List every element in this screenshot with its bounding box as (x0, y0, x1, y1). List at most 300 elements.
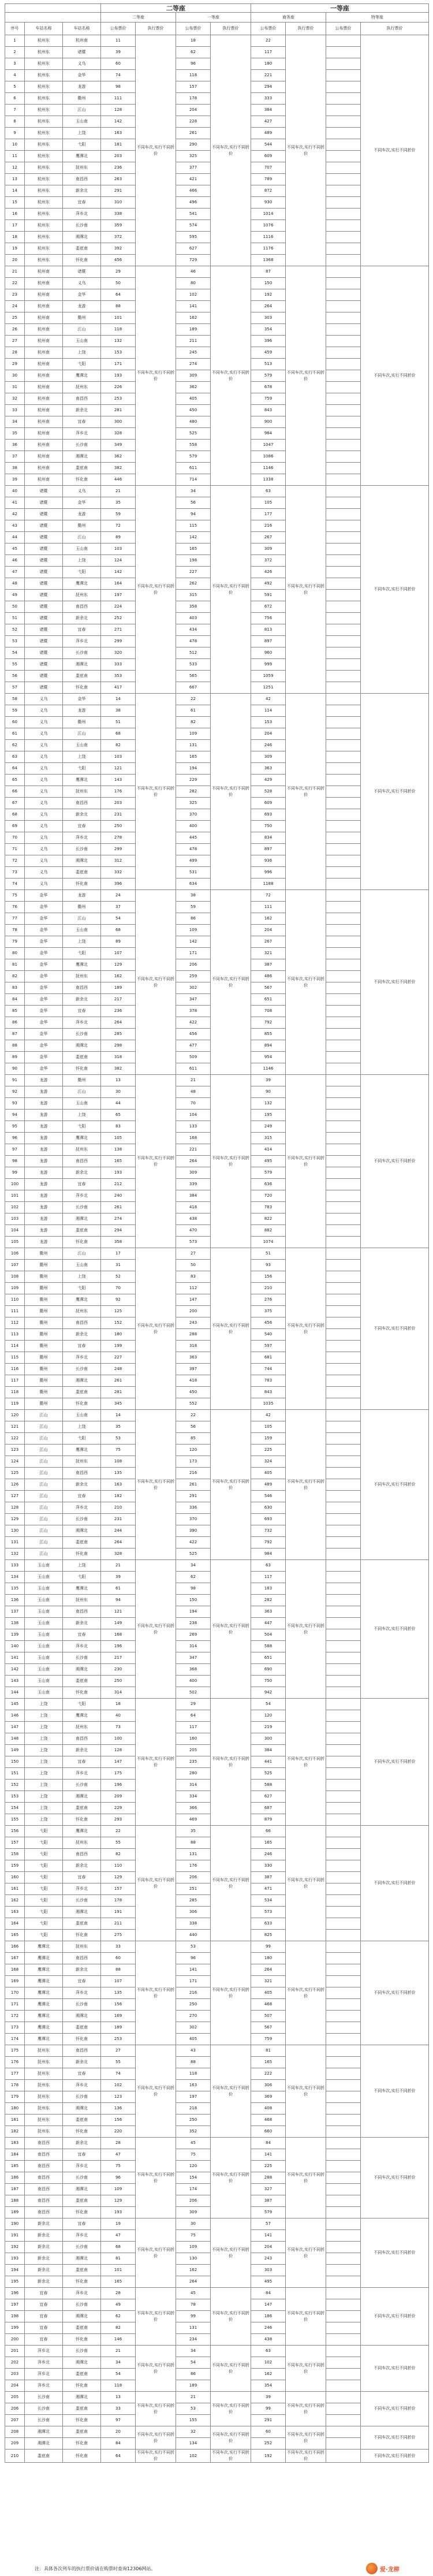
published-1st: 611 (176, 463, 211, 474)
published-2nd: 22 (101, 1826, 136, 1837)
row-index: 196 (5, 2288, 25, 2299)
published-2nd: 14 (101, 694, 136, 705)
row-index: 91 (5, 1075, 25, 1086)
published-business: 141 (251, 2230, 286, 2242)
from-station: 湘潭北 (25, 2438, 63, 2450)
published-2nd: 75 (101, 1445, 136, 1456)
row-index: 151 (5, 1768, 25, 1780)
from-station: 义乌 (25, 809, 63, 821)
published-2nd: 382 (101, 1063, 136, 1075)
row-index: 81 (5, 959, 25, 971)
actual-premium-note: 不同车次,实行不同折价 (361, 1410, 429, 1560)
published-business: 534 (251, 1895, 286, 1907)
published-1st: 53 (176, 2403, 211, 2415)
from-station: 上饶 (25, 1756, 63, 1768)
published-2nd: 31 (101, 1260, 136, 1271)
published-business: 783 (251, 1202, 286, 1213)
row-index: 66 (5, 786, 25, 798)
published-business: 996 (251, 867, 286, 878)
to-station: 玉山南 (63, 336, 101, 347)
from-station: 杭州东 (25, 232, 63, 243)
published-business: 1146 (251, 463, 286, 474)
to-station: 鹰潭北 (63, 1583, 101, 1595)
published-business: 66 (251, 1826, 286, 1837)
published-business: 63 (251, 2346, 286, 2357)
published-premium (326, 255, 361, 266)
published-premium (326, 2022, 361, 2034)
to-station: 鹰潭北 (63, 578, 101, 590)
published-1st: 470 (176, 1225, 211, 1237)
published-business: 180 (251, 58, 286, 70)
row-index: 136 (5, 1595, 25, 1606)
actual-2nd-note: 不同车次,实行不同折价 (136, 2392, 176, 2426)
published-premium (326, 2138, 361, 2149)
published-business: 354 (251, 2380, 286, 2392)
to-station: 新余北 (63, 809, 101, 821)
published-business: 51 (251, 1248, 286, 1260)
published-premium (326, 2253, 361, 2265)
published-business: 427 (251, 116, 286, 128)
from-station: 龙游 (25, 1237, 63, 1248)
from-station: 杭州东 (25, 209, 63, 220)
published-1st: 336 (176, 1502, 211, 1514)
to-station: 弋阳 (63, 1283, 101, 1294)
from-station: 抚州东 (25, 2115, 63, 2126)
from-station: 杭州南 (25, 416, 63, 428)
published-premium (326, 590, 361, 601)
to-station: 南昌西 (63, 2045, 101, 2057)
published-premium (326, 1803, 361, 1814)
published-2nd: 40 (101, 1710, 136, 1722)
from-station: 新余北 (25, 2230, 63, 2242)
published-business: 117 (251, 1572, 286, 1583)
published-2nd: 294 (101, 1225, 136, 1237)
published-business: 459 (251, 347, 286, 359)
from-station: 诸暨 (25, 578, 63, 590)
to-station: 南昌西 (63, 1953, 101, 1964)
published-business: 405 (251, 1987, 286, 1999)
to-station: 宜春 (63, 2149, 101, 2161)
from-station: 杭州南 (25, 312, 63, 324)
published-2nd: 236 (101, 162, 136, 174)
actual-1st-note: 不同车次,实行不同折价 (211, 486, 251, 694)
published-2nd: 39 (101, 1572, 136, 1583)
published-1st: 315 (176, 590, 211, 601)
published-business: 204 (251, 2242, 286, 2253)
to-station: 湘潭北 (63, 1375, 101, 1387)
row-index: 122 (5, 1433, 25, 1445)
published-business: 22 (251, 35, 286, 47)
from-station: 金华 (25, 890, 63, 902)
published-premium (326, 474, 361, 486)
published-premium (326, 1999, 361, 2011)
row-index: 11 (5, 151, 25, 162)
from-station: 江山 (25, 1456, 63, 1468)
row-index: 172 (5, 2011, 25, 2022)
actual-2nd-note: 不同车次,实行不同折价 (136, 1248, 176, 1410)
row-index: 150 (5, 1756, 25, 1768)
from-station: 新余北 (25, 2218, 63, 2230)
fare-table (5, 3, 429, 2463)
published-2nd: 250 (101, 821, 136, 832)
column-header-row (5, 23, 429, 35)
published-2nd: 274 (101, 1213, 136, 1225)
published-2nd: 396 (101, 878, 136, 890)
to-station: 抚州东 (63, 1941, 101, 1953)
actual-1st-note: 不同车次,实行不同折价 (211, 2346, 251, 2392)
published-business: 291 (251, 2415, 286, 2426)
from-station: 衢州 (25, 1329, 63, 1341)
actual-business-note: 不同车次,实行不同折价 (286, 1941, 326, 2045)
actual-1st-note: 不同车次,实行不同折价 (211, 2288, 251, 2346)
published-2nd: 153 (101, 347, 136, 359)
published-premium (326, 151, 361, 162)
published-premium (326, 1826, 361, 1837)
published-1st: 227 (176, 567, 211, 578)
from-station: 杭州东 (25, 128, 63, 139)
published-business: 99 (251, 1941, 286, 1953)
from-station: 弋阳 (25, 1849, 63, 1860)
to-station: 湘潭北 (63, 2184, 101, 2195)
published-business: 1176 (251, 243, 286, 255)
row-index: 193 (5, 2253, 25, 2265)
published-business: 822 (251, 1213, 286, 1225)
published-1st: 290 (176, 139, 211, 151)
published-1st: 112 (176, 1283, 211, 1294)
from-station: 江山 (25, 1421, 63, 1433)
published-2nd: 60 (101, 1953, 136, 1964)
published-1st: 418 (176, 1202, 211, 1213)
published-2nd: 98 (101, 81, 136, 93)
published-1st: 86 (176, 2369, 211, 2380)
published-2nd: 271 (101, 624, 136, 636)
published-business: 567 (251, 982, 286, 994)
to-station: 湘潭北 (63, 451, 101, 463)
published-premium (326, 1895, 361, 1907)
row-index: 186 (5, 2172, 25, 2184)
published-business: 579 (251, 370, 286, 382)
published-business: 81 (251, 2045, 286, 2057)
published-business: 102 (251, 2357, 286, 2369)
published-business: 414 (251, 1144, 286, 1156)
published-premium (326, 936, 361, 948)
published-2nd: 417 (101, 682, 136, 694)
to-station: 长沙南 (63, 844, 101, 855)
published-business: 162 (251, 2369, 286, 2380)
published-premium (326, 2115, 361, 2126)
published-2nd: 275 (101, 1930, 136, 1941)
row-index: 209 (5, 2438, 25, 2450)
published-2nd: 312 (101, 855, 136, 867)
to-station: 宜春 (63, 1629, 101, 1641)
published-premium (326, 1306, 361, 1317)
row-index: 21 (5, 266, 25, 278)
to-station: 湘潭北 (63, 1040, 101, 1052)
published-2nd: 47 (101, 2230, 136, 2242)
row-index: 133 (5, 1560, 25, 1572)
published-business: 759 (251, 2034, 286, 2045)
row-index: 1 (5, 35, 25, 47)
actual-premium-note: 不同车次,实行不同折价 (361, 266, 429, 486)
row-index: 149 (5, 1745, 25, 1756)
published-1st: 109 (176, 925, 211, 936)
from-station: 玉山南 (25, 1676, 63, 1687)
published-1st: 163 (176, 2080, 211, 2091)
actual-business-note: 不同车次,实行不同折价 (286, 1248, 326, 1410)
row-index: 5 (5, 81, 25, 93)
published-business: 900 (251, 416, 286, 428)
published-1st: 142 (176, 532, 211, 544)
to-station: 怀化南 (63, 1398, 101, 1410)
actual-business-note: 不同车次,实行不同折价 (286, 890, 326, 1075)
published-premium (326, 486, 361, 497)
published-1st: 205 (176, 1745, 211, 1756)
published-premium (326, 2161, 361, 2172)
published-premium (326, 2230, 361, 2242)
published-2nd: 128 (101, 105, 136, 116)
published-premium (326, 174, 361, 185)
published-2nd: 196 (101, 1780, 136, 1791)
published-premium (326, 232, 361, 243)
to-station: 长沙南 (63, 1895, 101, 1907)
published-business: 429 (251, 775, 286, 786)
published-premium (326, 139, 361, 151)
from-station: 龙游 (25, 1225, 63, 1237)
published-premium (326, 1364, 361, 1375)
published-business: 1035 (251, 1398, 286, 1410)
published-business: 681 (251, 1352, 286, 1364)
published-premium (326, 671, 361, 682)
header-index: 序号 (5, 23, 25, 35)
row-index: 165 (5, 1930, 25, 1941)
row-index: 34 (5, 416, 25, 428)
published-premium (326, 451, 361, 463)
published-1st: 150 (176, 1595, 211, 1606)
published-business: 63 (251, 1560, 286, 1572)
to-station: 龙游 (63, 705, 101, 717)
published-1st: 165 (176, 544, 211, 555)
published-business: 105 (251, 497, 286, 509)
published-1st: 34 (176, 486, 211, 497)
published-2nd: 191 (101, 1907, 136, 1918)
published-business: 588 (251, 1780, 286, 1791)
published-2nd: 181 (101, 139, 136, 151)
actual-1st-note: 不同车次,实行不同折价 (211, 2426, 251, 2450)
row-index: 20 (5, 255, 25, 266)
published-premium (326, 959, 361, 971)
to-station: 抚州东 (63, 1722, 101, 1733)
from-station: 鹰潭北 (25, 1964, 63, 1976)
published-2nd: 118 (101, 324, 136, 336)
published-premium (326, 35, 361, 47)
published-2nd: 37 (101, 902, 136, 913)
to-station: 萍乡北 (63, 428, 101, 440)
row-index: 55 (5, 659, 25, 671)
published-1st: 53 (176, 1941, 211, 1953)
table-row (5, 2392, 429, 2403)
published-1st: 206 (176, 959, 211, 971)
published-1st: 450 (176, 1387, 211, 1398)
published-business: 249 (251, 1121, 286, 1133)
published-2nd: 156 (101, 1999, 136, 2011)
published-business: 177 (251, 509, 286, 520)
published-1st: 478 (176, 636, 211, 647)
published-business: 363 (251, 1606, 286, 1618)
from-station: 诸暨 (25, 624, 63, 636)
published-1st: 502 (176, 1687, 211, 1699)
published-premium (326, 1537, 361, 1548)
published-business: 225 (251, 1445, 286, 1456)
to-station: 南昌西 (63, 1606, 101, 1618)
actual-2nd-note: 不同车次,实行不同折价 (136, 2450, 176, 2463)
to-station: 南昌西 (63, 982, 101, 994)
published-premium (326, 1964, 361, 1976)
published-premium (326, 382, 361, 393)
row-index: 146 (5, 1710, 25, 1722)
from-station: 义乌 (25, 751, 63, 763)
to-station: 娄底南 (63, 2195, 101, 2207)
published-2nd: 73 (101, 1722, 136, 1733)
from-station: 抚州东 (25, 2091, 63, 2103)
from-station: 弋阳 (25, 1837, 63, 1849)
row-index: 159 (5, 1860, 25, 1872)
from-station: 衢州 (25, 1271, 63, 1283)
published-premium (326, 278, 361, 289)
published-premium (326, 867, 361, 878)
published-business: 405 (251, 1468, 286, 1479)
published-1st: 155 (176, 2415, 211, 2426)
published-premium (326, 1260, 361, 1271)
published-premium (326, 567, 361, 578)
published-premium (326, 1248, 361, 1260)
published-2nd: 240 (101, 1190, 136, 1202)
row-index: 179 (5, 2091, 25, 2103)
published-business: 42 (251, 694, 286, 705)
published-1st: 118 (176, 2068, 211, 2080)
published-premium (326, 405, 361, 416)
published-1st: 445 (176, 832, 211, 844)
from-station: 义乌 (25, 855, 63, 867)
published-premium (326, 359, 361, 370)
to-station: 怀化南 (63, 1063, 101, 1075)
published-business: 183 (251, 1583, 286, 1595)
from-station: 上饶 (25, 1791, 63, 1803)
published-business: 153 (251, 717, 286, 728)
from-station: 娄底南 (25, 2450, 63, 2463)
to-station: 长沙南 (63, 1780, 101, 1791)
published-premium (326, 1237, 361, 1248)
from-station: 衢州 (25, 1306, 63, 1317)
published-2nd: 72 (101, 520, 136, 532)
published-2nd: 199 (101, 1341, 136, 1352)
published-premium (326, 809, 361, 821)
published-1st: 611 (176, 1063, 211, 1075)
fare-table-body (5, 4, 429, 2463)
actual-premium-note: 不同车次,实行不同折价 (361, 2138, 429, 2218)
published-business: 495 (251, 2276, 286, 2288)
to-station: 萍乡北 (63, 1641, 101, 1652)
published-business: 105 (251, 1421, 286, 1433)
row-index: 202 (5, 2357, 25, 2369)
published-2nd: 332 (101, 867, 136, 878)
to-station: 鹰潭北 (63, 1710, 101, 1722)
published-1st: 280 (176, 1768, 211, 1780)
row-index: 32 (5, 393, 25, 405)
row-index: 110 (5, 1294, 25, 1306)
actual-business-note: 不同车次,实行不同折价 (286, 2392, 326, 2426)
published-2nd: 230 (101, 1664, 136, 1676)
published-1st: 34 (176, 1560, 211, 1572)
published-2nd: 320 (101, 647, 136, 659)
published-1st: 318 (176, 1341, 211, 1352)
published-1st: 141 (176, 301, 211, 312)
footnote: 注：具体各次列车的执行票价请在购票时查询12306网站。 (35, 2566, 156, 2571)
published-1st: 565 (176, 671, 211, 682)
published-2nd: 107 (101, 1976, 136, 1987)
published-premium (326, 2311, 361, 2322)
to-station: 抚州东 (63, 971, 101, 982)
published-2nd: 110 (101, 1860, 136, 1872)
to-station: 衢州 (63, 312, 101, 324)
published-premium (326, 1491, 361, 1502)
published-2nd: 54 (101, 913, 136, 925)
published-2nd: 29 (101, 266, 136, 278)
published-business: 756 (251, 613, 286, 624)
from-station: 诸暨 (25, 647, 63, 659)
row-index: 170 (5, 1987, 25, 1999)
from-station: 金华 (25, 936, 63, 948)
published-business: 192 (251, 289, 286, 301)
published-1st: 162 (176, 312, 211, 324)
published-2nd: 52 (101, 1271, 136, 1283)
to-station: 萍乡北 (63, 1987, 101, 1999)
published-premium (326, 1098, 361, 1110)
from-station: 义乌 (25, 844, 63, 855)
actual-business-note: 不同车次,实行不同折价 (286, 1410, 326, 1560)
row-index: 12 (5, 162, 25, 174)
published-business: 387 (251, 959, 286, 971)
from-station: 南昌西 (25, 2184, 63, 2195)
published-1st: 309 (176, 2207, 211, 2218)
from-station: 江山 (25, 1445, 63, 1456)
published-business: 789 (251, 174, 286, 185)
actual-premium-note: 不同车次,实行不同折价 (361, 1075, 429, 1248)
actual-business-note: 不同车次,实行不同折价 (286, 35, 326, 266)
group-first-class: 一等座 (176, 13, 251, 23)
published-business: 84 (251, 2288, 286, 2299)
actual-1st-note: 不同车次,实行不同折价 (211, 1560, 251, 1699)
table-row (5, 2045, 429, 2057)
row-index: 201 (5, 2346, 25, 2357)
published-2nd: 142 (101, 116, 136, 128)
published-2nd: 13 (101, 1075, 136, 1086)
from-station: 鹰潭北 (25, 1976, 63, 1987)
published-1st: 384 (176, 1190, 211, 1202)
row-index: 147 (5, 1722, 25, 1733)
to-station: 怀化南 (63, 682, 101, 694)
row-index: 102 (5, 1202, 25, 1213)
published-business: 507 (251, 2011, 286, 2022)
table-row (5, 1699, 429, 1710)
published-2nd: 197 (101, 590, 136, 601)
row-index: 86 (5, 1017, 25, 1029)
published-business: 438 (251, 2334, 286, 2346)
to-station: 鹰潭北 (63, 1294, 101, 1306)
from-station: 抚州东 (25, 2126, 63, 2138)
published-premium (326, 1583, 361, 1595)
published-1st: 54 (176, 2357, 211, 2369)
published-business: 984 (251, 1548, 286, 1560)
